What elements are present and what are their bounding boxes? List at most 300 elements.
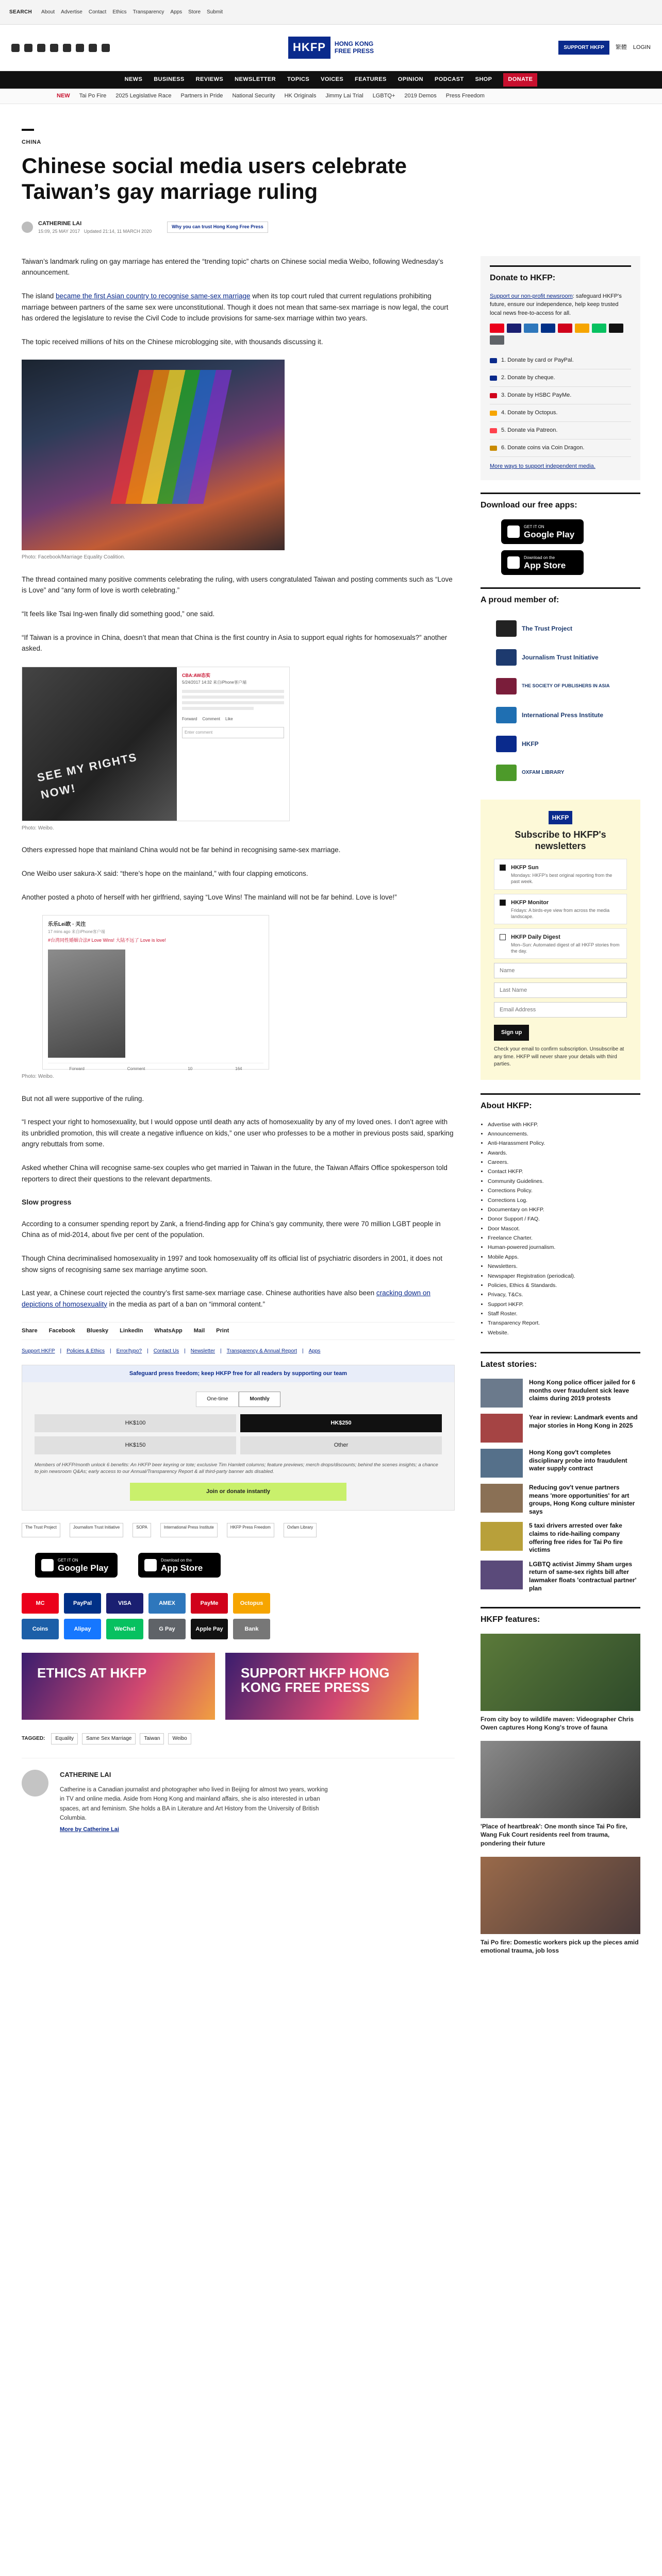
feature-story[interactable] — [481, 1741, 640, 1848]
amount-options — [35, 1414, 442, 1454]
top-link[interactable]: Transparency — [133, 9, 164, 15]
store-caption: Download on the — [524, 555, 555, 560]
google-play-icon — [41, 1559, 54, 1571]
paragraph: “It feels like Tsai Ing-wen finally did something good,” one said. — [22, 610, 215, 618]
top-link[interactable]: Submit — [207, 9, 223, 15]
newsletter-signup — [481, 800, 640, 1080]
article-body — [22, 256, 455, 1964]
member-logos — [481, 614, 640, 787]
donate-option[interactable] — [490, 422, 631, 439]
sopa-logo — [496, 678, 517, 694]
last-name-input[interactable] — [494, 982, 627, 998]
feature-story[interactable] — [481, 1857, 640, 1955]
google-play-button[interactable] — [501, 519, 584, 544]
top-links — [41, 8, 223, 16]
about-link[interactable]: • Newspaper Registration (periodical). — [488, 1272, 640, 1281]
nav-item-opinion[interactable]: OPINION — [398, 76, 423, 83]
about-link[interactable]: • Donor Support / FAQ. — [488, 1214, 640, 1224]
option-title: HKFP Sun — [511, 865, 539, 871]
feature-image — [481, 1741, 640, 1818]
payment-logo[interactable]: PayPal — [64, 1593, 101, 1614]
article-title: Chinese social media users celebrate Taiwan’s gay marriage ruling — [22, 154, 407, 204]
threads-icon[interactable] — [63, 44, 71, 52]
login-link[interactable]: LOGIN — [633, 44, 651, 50]
weibo-action: Comment — [202, 717, 221, 722]
subnav-item[interactable]: 2019 Demos — [404, 92, 437, 99]
card-icon — [490, 358, 497, 363]
search-button[interactable]: SEARCH — [9, 9, 32, 15]
weibo-stat: Forward — [69, 1066, 85, 1071]
payme-icon — [490, 393, 497, 398]
patreon-icon — [490, 428, 497, 433]
footer-link[interactable]: Contact Us — [153, 1348, 179, 1354]
paypal-icon — [541, 324, 555, 333]
protest-sign-photo — [22, 667, 177, 821]
top-link[interactable]: Ethics — [112, 9, 127, 15]
applepay-icon — [609, 324, 623, 333]
payment-logo[interactable]: WeChat — [106, 1619, 143, 1639]
weibo-post — [177, 667, 289, 821]
octopus-icon — [490, 411, 497, 416]
donate-option[interactable] — [490, 387, 631, 404]
text-line — [182, 701, 284, 704]
member-label: International Press Institute — [522, 711, 604, 719]
paragraph: The thread contained many positive comments celebrating the ruling, with users congratulated Taiwan and posting comments such as “Love is Love” and “any form of love is worth celebrating.” — [22, 575, 453, 595]
donate-options — [490, 352, 631, 457]
nav-item-donate[interactable]: DONATE — [503, 73, 537, 86]
amount-option-selected[interactable]: HK$250 — [240, 1414, 442, 1432]
footer-link[interactable]: Policies & Ethics — [67, 1348, 105, 1354]
inline-link[interactable]: cracking down on depictions of homosexuality — [22, 1289, 431, 1308]
story-thumbnail — [481, 1449, 523, 1478]
author-bio — [22, 1758, 455, 1835]
donate-widget-text — [490, 292, 631, 318]
donate-option-label: 2. Donate by cheque. — [501, 375, 555, 381]
about-links — [481, 1120, 640, 1338]
donate-option-label: 4. Donate by Octopus. — [501, 410, 558, 416]
nav-item-shop[interactable]: SHOP — [475, 76, 492, 83]
badge-hkfp[interactable]: HKFP Press Freedom — [227, 1523, 274, 1537]
inline-link[interactable]: became the first Asian country to recognise same-sex marriage — [56, 292, 251, 300]
sidebar-heading: Download our free apps: — [481, 493, 640, 512]
donate-option[interactable] — [490, 439, 631, 457]
sidebar-heading: About HKFP: — [481, 1093, 640, 1113]
paragraph — [22, 291, 455, 324]
content-columns — [0, 256, 662, 1964]
text-span: The island — [22, 292, 56, 300]
text-span: Last year, a Chinese court rejected the country’s first same-sex marriage case. Chinese authorities have also been — [22, 1289, 376, 1297]
publish-dates — [38, 228, 152, 235]
subheading: Slow progress — [22, 1198, 72, 1207]
about-link[interactable]: • Announcements. — [488, 1129, 640, 1139]
newsletter-title: Subscribe to HKFP's newsletters — [515, 829, 606, 851]
share-linkedin[interactable]: LinkedIn — [120, 1328, 143, 1334]
weibo-screenshot-1 — [22, 667, 290, 821]
payment-logo[interactable]: Coins — [22, 1619, 59, 1639]
site-logo[interactable] — [288, 37, 374, 58]
couple-photo — [48, 950, 125, 1058]
member-label: OXFAM LIBRARY — [522, 770, 565, 776]
donate-option[interactable] — [490, 404, 631, 422]
donate-module-heading: Safeguard press freedom; keep HKFP free for all readers by supporting our team — [22, 1365, 454, 1382]
amount-option-other[interactable]: Other — [240, 1436, 442, 1454]
about-link[interactable]: • Support HKFP. — [488, 1300, 640, 1309]
subnav-item[interactable]: Jimmy Lai Trial — [325, 92, 363, 99]
nav-item-topics[interactable]: TOPICS — [287, 76, 310, 83]
ethics-banner[interactable]: ETHICS AT HKFP — [22, 1653, 215, 1720]
photo-caption: Photo: Weibo. — [22, 825, 54, 831]
site-header — [0, 25, 662, 71]
paragraph: But not all were supportive of the ruling. — [22, 1094, 144, 1103]
store-caption: GET IT ON — [524, 524, 544, 529]
newsletter-logo: HKFP — [549, 811, 572, 824]
payment-methods — [22, 1593, 455, 1639]
sidebar-heading: A proud member of: — [481, 587, 640, 607]
about-link[interactable]: • Transparency Report. — [488, 1318, 640, 1328]
tag[interactable]: Same Sex Marriage — [82, 1733, 136, 1744]
facebook-icon[interactable] — [11, 44, 20, 52]
member-trust-project[interactable] — [481, 614, 640, 643]
x-icon[interactable] — [24, 44, 32, 52]
sidebar-heading: Latest stories: — [481, 1352, 640, 1371]
author-bio-name[interactable]: CATHERINE LAI — [60, 1770, 111, 1778]
share-button[interactable]: Share — [22, 1328, 38, 1334]
newsletter-note: Check your email to confirm subscription. Unsubscribe at any time. HKFP will never share your details with third parties. — [494, 1046, 624, 1067]
paragraph: “I respect your right to homosexuality, but I would oppose until death any acts of homosexuality by any of my loved ones. I don’t agree with its unbridled promotion, this will create a negative influence on kids,” one user who professes to be a mother in previous posts said, sparking angry rebuttals from some. — [22, 1118, 454, 1148]
about-link[interactable]: • Corrections Policy. — [488, 1186, 640, 1195]
checkbox-checked[interactable] — [500, 900, 506, 906]
visa-icon — [507, 324, 521, 333]
author-name[interactable]: CATHERINE LAI — [38, 220, 82, 227]
about-link[interactable]: • Staff Roster. — [488, 1309, 640, 1318]
sidebar-heading: HKFP features: — [481, 1607, 640, 1626]
weibo-action: Like — [225, 717, 233, 722]
tag[interactable]: Equality — [51, 1733, 78, 1744]
newsletter-option[interactable] — [494, 894, 627, 924]
member-oxfam[interactable] — [481, 758, 640, 787]
story-title: Hong Kong police officer jailed for 6 months over fraudulent sick leave claims during 2019 protests — [529, 1378, 636, 1402]
rainbow-flag-shape — [110, 370, 231, 504]
newsletter-option[interactable] — [494, 928, 627, 959]
amount-option[interactable]: HK$150 — [35, 1436, 236, 1454]
story-thumbnail — [481, 1484, 523, 1513]
latest-story[interactable] — [481, 1484, 640, 1516]
article-header — [0, 129, 662, 235]
weibo-meta: 17 mins ago 来自iPhone客户端 — [48, 929, 105, 934]
story-thumbnail — [481, 1561, 523, 1589]
share-print[interactable]: Print — [216, 1328, 229, 1334]
story-title: Reducing gov't venue partners means 'more opportunities' for art groups, Hong Kong culture minister says — [529, 1483, 635, 1515]
weibo-meta: 5/24/2017 14:32 来自iPhone客户端 — [182, 680, 246, 685]
byline-text — [38, 219, 152, 235]
store-name: Google Play — [58, 1563, 109, 1573]
share-bar — [22, 1322, 455, 1340]
paragraph: According to a consumer spending report by Zank, a friend-finding app for China’s gay community, there were 70 million LGBT people in China as of mid-2014, about five per cent of the population. — [22, 1219, 441, 1239]
freq-one-time[interactable]: One-time — [196, 1392, 239, 1407]
article-category[interactable]: CHINA — [22, 139, 41, 145]
member-label: THE SOCIETY OF PUBLISHERS IN ASIA — [522, 683, 610, 689]
photo-caption: Photo: Facebook/Marriage Equality Coalition. — [22, 554, 125, 561]
instagram-icon[interactable] — [37, 44, 45, 52]
whatsapp-icon[interactable] — [89, 44, 97, 52]
more-ways-link[interactable]: More ways to support independent media. — [490, 463, 595, 470]
member-sopa[interactable] — [481, 672, 640, 701]
member-label: HKFP — [522, 740, 539, 748]
text-span: : safeguard HKFP's future, ensure our independence, help keep trusted local news free-to-access for all. — [490, 293, 622, 316]
member-label: Journalism Trust Initiative — [522, 653, 599, 661]
about-link[interactable]: • Freelance Charter. — [488, 1233, 640, 1243]
latest-stories — [481, 1379, 640, 1592]
latest-story[interactable] — [481, 1522, 640, 1554]
donate-option[interactable] — [490, 352, 631, 369]
apple-icon — [507, 556, 520, 569]
first-name-input[interactable] — [494, 963, 627, 978]
share-mail[interactable]: Mail — [193, 1328, 205, 1334]
sidebar-app-buttons — [481, 519, 640, 575]
member-ipi[interactable] — [481, 701, 640, 730]
weibo-screenshot-2 — [42, 915, 269, 1070]
payment-logo[interactable]: G Pay — [148, 1619, 186, 1639]
about-link[interactable]: • Website. — [488, 1328, 640, 1337]
payment-logo[interactable]: PayMe — [191, 1593, 228, 1614]
hkfp-badge-logo — [496, 736, 517, 752]
email-input[interactable] — [494, 1002, 627, 1018]
tag[interactable]: Taiwan — [140, 1733, 164, 1744]
paragraph: Others expressed hope that mainland China would not be far behind in recognising same-sex marriage. — [22, 846, 341, 854]
google-play-button[interactable] — [35, 1553, 118, 1578]
footer-link[interactable]: Support HKFP — [22, 1348, 55, 1354]
subnav-item[interactable]: 2025 Legislative Race — [115, 92, 172, 99]
share-bluesky[interactable]: Bluesky — [86, 1328, 109, 1334]
latest-story[interactable] — [481, 1379, 640, 1408]
feature-title: Tai Po fire: Domestic workers pick up the pieces amid emotional trauma, job loss — [481, 1938, 639, 1955]
about-link[interactable]: • Human-powered journalism. — [488, 1243, 640, 1252]
tags-label: TAGGED: — [22, 1736, 45, 1742]
about-link[interactable]: • Door Mascot. — [488, 1224, 640, 1233]
payment-logo[interactable]: VISA — [106, 1593, 143, 1614]
wechat-icon — [592, 324, 606, 333]
donate-module-body — [22, 1382, 454, 1510]
youtube-icon[interactable] — [50, 44, 58, 52]
mastercard-icon — [490, 324, 504, 333]
nav-item-podcast[interactable]: PODCAST — [435, 76, 464, 83]
top-link[interactable]: Apps — [170, 9, 183, 15]
category-rule — [22, 129, 34, 131]
sidebar — [481, 256, 640, 1964]
badge-sopa[interactable]: SOPA — [133, 1523, 151, 1537]
more-by-author-link[interactable]: More by Catherine Lai — [60, 1826, 119, 1833]
badge-jti[interactable]: Journalism Trust Initiative — [70, 1523, 123, 1537]
donate-option-label: 1. Donate by card or PayPal. — [501, 357, 574, 364]
store-caption: GET IT ON — [58, 1557, 78, 1563]
google-play-icon — [507, 526, 520, 538]
badge-trust-project[interactable]: The Trust Project — [22, 1523, 60, 1537]
support-hkfp-button[interactable]: SUPPORT HKFP — [558, 41, 609, 55]
about-link[interactable]: • Newsletters. — [488, 1262, 640, 1271]
latest-story[interactable] — [481, 1449, 640, 1478]
member-perks: Members of HKFP/month unlock 6 benefits: An HKFP beer keyring or tote; exclusive Tim Hamlett columns; feature previews; merch drops/discounts; behind the scenes insights; a chance to join newsroom Q&As; early access to our Annual/Transparency Report & all third-party banner ads disabled. — [35, 1462, 438, 1475]
sign-up-button[interactable]: Sign up — [494, 1025, 529, 1041]
share-facebook[interactable]: Facebook — [48, 1328, 75, 1334]
badge-oxfam[interactable]: Oxfam Library — [284, 1523, 317, 1537]
paragraph: “If Taiwan is a province in China, doesn’t that mean that China is the first country in Asia to support equal rights for homosexuals?” another asked. — [22, 633, 448, 653]
option-desc: Mondays: HKFP's best original reporting from the past week. — [511, 873, 613, 885]
byline — [22, 219, 640, 235]
top-link[interactable]: Store — [188, 9, 201, 15]
top-link[interactable]: About — [41, 9, 55, 15]
language-switch[interactable]: 繁體 — [615, 44, 627, 50]
subnav-item[interactable]: National Security — [232, 92, 275, 99]
telegram-icon[interactable] — [102, 44, 110, 52]
payment-logo[interactable]: Alipay — [64, 1619, 101, 1639]
about-link[interactable]: • Anti-Harassment Policy. — [488, 1139, 640, 1148]
about-link[interactable]: • Awards. — [488, 1148, 640, 1158]
author-bio-description: Catherine is a Canadian journalist and photographer who lived in Beijing for almost two years, working in TV and online media. Aside from Hong Kong and mainland affairs, she is also interested in urban spaces, art and feminism. She holds a BA in Literature and Art History from the University of British Columbia. — [60, 1786, 328, 1822]
cheque-icon — [490, 376, 497, 381]
footer-link[interactable]: Apps — [308, 1348, 321, 1354]
story-title: Year in review: Landmark events and major stories in Hong Kong in 2025 — [529, 1413, 638, 1429]
logo-line-2: FREE PRESS — [334, 47, 374, 55]
newsletter-option[interactable] — [494, 859, 627, 889]
join-donate-button[interactable]: Join or donate instantly — [130, 1483, 346, 1501]
donate-option-label: 5. Donate via Patreon. — [501, 427, 558, 434]
checkbox-checked[interactable] — [500, 865, 506, 871]
nav-item-reviews[interactable]: REVIEWS — [195, 76, 224, 83]
apple-icon — [144, 1559, 157, 1571]
store-caption: Download on the — [161, 1557, 192, 1563]
about-link[interactable]: • Corrections Log. — [488, 1196, 640, 1205]
app-store-button[interactable] — [501, 550, 584, 575]
footer-link[interactable]: Error/typo? — [116, 1348, 142, 1354]
author-bio-avatar — [22, 1770, 48, 1797]
share-whatsapp[interactable]: WhatsApp — [154, 1328, 183, 1334]
member-label: The Trust Project — [522, 624, 573, 632]
footer-link[interactable]: Newsletter — [190, 1348, 216, 1354]
freq-monthly[interactable]: Monthly — [239, 1392, 280, 1407]
frequency-toggle — [35, 1392, 442, 1407]
bluesky-icon[interactable] — [76, 44, 84, 52]
member-jti[interactable] — [481, 643, 640, 672]
oxfam-logo — [496, 765, 517, 781]
nav-item-news[interactable]: NEWS — [124, 76, 143, 83]
payment-logo[interactable]: AMEX — [148, 1593, 186, 1614]
paragraph: The topic received millions of hits on the Chinese microblogging site, with thousands discussing it. — [22, 337, 323, 346]
top-link[interactable]: Advertise — [61, 9, 82, 15]
donate-option-label: 3. Donate by HSBC PayMe. — [501, 392, 572, 399]
top-link[interactable]: Contact — [88, 9, 107, 15]
ipi-logo — [496, 707, 517, 723]
app-store-buttons — [22, 1553, 455, 1578]
sidebar-heading: Donate to HKFP: — [490, 265, 631, 285]
subnav-item[interactable]: Press Freedom — [445, 92, 485, 99]
nav-item-business[interactable]: BUSINESS — [154, 76, 185, 83]
feature-image — [481, 1634, 640, 1711]
store-name: App Store — [524, 561, 566, 571]
coin-icon — [490, 446, 497, 451]
gpay-icon — [490, 335, 504, 345]
rally-photo — [22, 360, 285, 550]
latest-story[interactable] — [481, 1414, 640, 1443]
about-link[interactable]: • Community Guidelines. — [488, 1177, 640, 1186]
about-link[interactable]: • Contact HKFP. — [488, 1167, 640, 1176]
paragraph — [22, 1287, 455, 1310]
about-link[interactable]: • Policies, Ethics & Standards. — [488, 1281, 640, 1290]
tag[interactable]: Weibo — [168, 1733, 191, 1744]
about-link[interactable]: • Mobile Apps. — [488, 1252, 640, 1262]
payment-logo[interactable]: Bank — [233, 1619, 270, 1639]
payment-logo[interactable]: MC — [22, 1593, 59, 1614]
amount-option[interactable]: HK$100 — [35, 1414, 236, 1432]
member-hkfp[interactable] — [481, 730, 640, 758]
logo-line-1: HONG KONG — [334, 40, 374, 47]
footer-link[interactable]: Transparency & Annual Report — [226, 1348, 297, 1354]
feature-title: 'Place of heartbreak': One month since Tai Po fire, Wang Fuk Court residents reel from trauma, pondering their future — [481, 1823, 627, 1847]
about-link[interactable]: • Privacy, T&Cs. — [488, 1290, 640, 1299]
feature-story[interactable] — [481, 1634, 640, 1732]
amex-icon — [524, 324, 538, 333]
about-link[interactable]: • Advertise with HKFP. — [488, 1120, 640, 1129]
text-span: when its top court ruled that current regulations prohibiting marriage between partners of the same sex were unconstitutional. Though it does not mean that same-sex marriage is now legal, the court has ordered the legislature to revise the Civil Code to include provisions for same-sex marriage within two years. — [22, 292, 449, 323]
top-utility-bar — [0, 0, 662, 25]
paragraph: Though China decriminalised homosexuality in 1997 and took homosexuality off its official list of psychiatric disorders in 2001, it does not show signs of recognising same sex marriage anytime soon. — [22, 1255, 442, 1274]
weibo-action: Forward — [182, 717, 197, 722]
weibo-stat: 164 — [235, 1066, 242, 1071]
paragraph: Taiwan’s landmark ruling on gay marriage has entered the “trending topic” charts on Chinese social media Weibo, following Wednesday’s announcement. — [22, 257, 443, 277]
trending-subnav — [0, 89, 662, 104]
sign-text: SEE MY RIGHTS NOW! — [36, 750, 139, 802]
nav-item-newsletter[interactable]: NEWSLETTER — [235, 76, 276, 83]
promo-banners — [22, 1653, 455, 1720]
donate-widget — [481, 256, 640, 481]
story-title: LGBTQ activist Jimmy Sham urges return of same-sex rights bill after lawmaker floats 'contractual partner' plan — [529, 1560, 637, 1592]
logo-text — [335, 41, 374, 55]
trust-link[interactable]: Why you can trust Hong Kong Free Press — [167, 222, 268, 233]
story-thumbnail — [481, 1414, 523, 1443]
author-bio-text — [60, 1770, 328, 1835]
feature-title: From city boy to wildlife maven: Videographer Chris Owen captures Hong Kong's trove of fauna — [481, 1715, 634, 1732]
published-date: 15:09, 25 MAY 2017 — [38, 228, 80, 234]
feature-image — [481, 1857, 640, 1934]
checkbox[interactable] — [500, 934, 506, 940]
subnav-item[interactable]: HK Originals — [284, 92, 317, 99]
support-banner[interactable]: SUPPORT HKFP HONG KONG FREE PRESS — [225, 1653, 419, 1720]
subnav-item[interactable]: LGBTQ+ — [372, 92, 395, 99]
donate-option[interactable] — [490, 369, 631, 387]
latest-story[interactable] — [481, 1561, 640, 1592]
nav-item-features[interactable]: FEATURES — [355, 76, 387, 83]
donate-widget-link[interactable]: Support our non-profit newsroom — [490, 293, 573, 299]
footer-links: Support HKFP | Policies & Ethics | Error/typo? | Contact Us | Newsletter | Transparency & Annual Report | Apps — [22, 1347, 455, 1355]
subnav-item[interactable]: Tai Po Fire — [79, 92, 107, 99]
photo-caption: Photo: Weibo. — [22, 1074, 54, 1080]
payment-logo[interactable]: Octopus — [233, 1593, 270, 1614]
new-label: NEW — [57, 92, 70, 99]
logo-mark: HKFP — [288, 37, 330, 58]
app-store-button[interactable] — [138, 1553, 221, 1578]
about-link[interactable]: • Documentary on HKFP. — [488, 1205, 640, 1214]
payment-logo[interactable]: Apple Pay — [191, 1619, 228, 1639]
donate-module — [22, 1365, 455, 1511]
text-line — [182, 707, 254, 710]
weibo-text: #台湾同性婚姻合法# Love Wins! 大陆不远了 Love is love! — [48, 938, 167, 943]
option-title: HKFP Monitor — [511, 899, 549, 906]
option-desc: Fridays: A birds-eye view from across the media landscape. — [511, 907, 610, 919]
social-icons — [11, 44, 110, 52]
subnav-item[interactable]: Partners in Pride — [180, 92, 223, 99]
badge-ipi[interactable]: International Press Institute — [160, 1523, 218, 1537]
about-link[interactable]: • Careers. — [488, 1158, 640, 1167]
nav-item-voices[interactable]: VOICES — [321, 76, 344, 83]
